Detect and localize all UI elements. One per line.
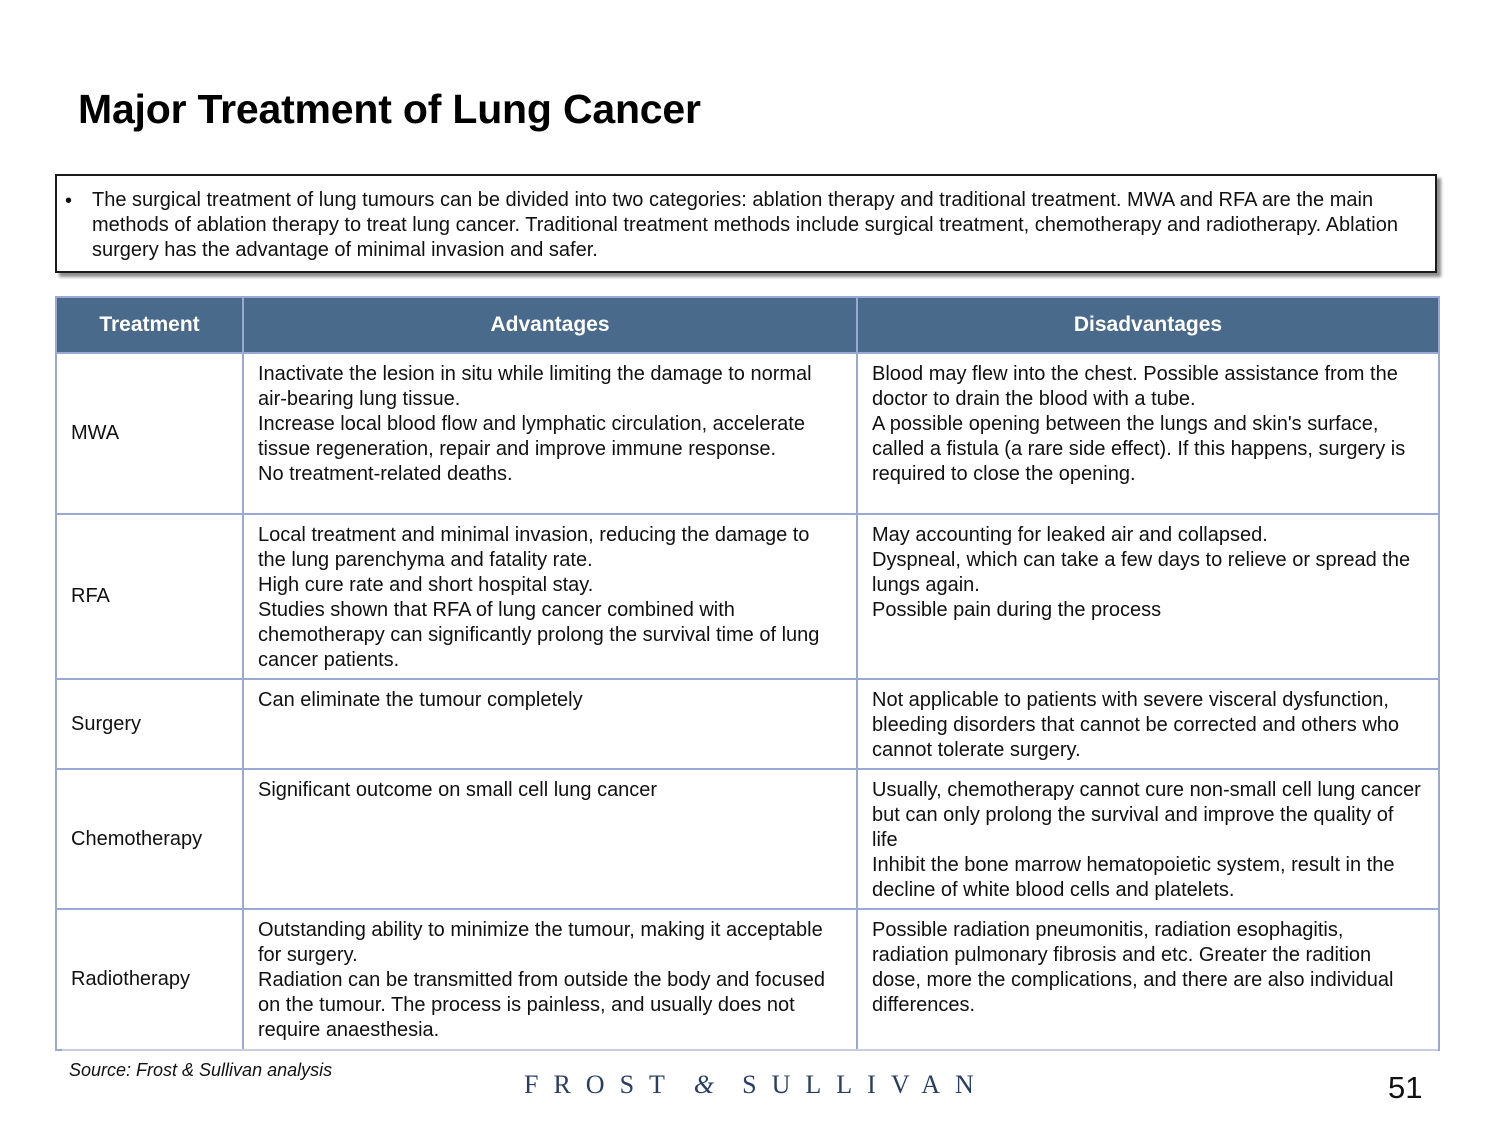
logo-ampersand: &	[693, 1070, 715, 1099]
disadvantage-line: Blood may flew into the chest. Possible assistance from the doctor to drain the blood with a tube.	[872, 363, 1398, 410]
logo-word-frost: FROST	[524, 1070, 680, 1099]
table-row	[56, 909, 1439, 1050]
disadvantage-line: Inhibit the bone marrow hematopoietic system, result in the decline of white blood cells and platelets.	[872, 854, 1395, 901]
table-header-row	[56, 297, 1439, 353]
footer-divider	[62, 1049, 1438, 1051]
advantage-line: No treatment-related deaths.	[258, 463, 513, 485]
bullet-icon: •	[65, 190, 73, 212]
table-row	[56, 353, 1439, 514]
advantage-line: Can eliminate the tumour completely	[258, 689, 583, 711]
logo-word-sullivan: SULLIVAN	[742, 1070, 989, 1099]
disadvantages-cell	[857, 769, 1439, 909]
disadvantage-line: May accounting for leaked air and collapsed.	[872, 524, 1268, 546]
treatment-table	[55, 296, 1440, 1051]
disadvantage-line: Possible pain during the process	[872, 599, 1162, 621]
page-number: 51	[1388, 1070, 1423, 1105]
advantage-line: Outstanding ability to minimize the tumour, making it acceptable for surgery.	[258, 919, 823, 966]
disadvantage-line: Dyspneal, which can take a few days to relieve or spread the lungs again.	[872, 549, 1411, 596]
disadvantage-line: A possible opening between the lungs and skin's surface, called a fistula (a rare side effect). If this happens, surgery is required to close the opening.	[872, 413, 1406, 485]
advantages-cell	[243, 769, 857, 909]
advantage-line: Studies shown that RFA of lung cancer combined with chemotherapy can significantly prolong the survival time of lung cancer patients.	[258, 599, 820, 671]
table-row	[56, 514, 1439, 679]
treatment-name: Radiotherapy	[56, 909, 243, 1050]
summary-box	[55, 174, 1437, 273]
advantages-cell	[243, 514, 857, 679]
disadvantages-cell	[857, 514, 1439, 679]
advantages-cell	[243, 353, 857, 514]
advantage-line: Increase local blood flow and lymphatic circulation, accelerate tissue regeneration, repair and improve immune response.	[258, 413, 805, 460]
header-treatment: Treatment	[56, 297, 243, 353]
treatment-name: Chemotherapy	[56, 769, 243, 909]
disadvantages-cell	[857, 909, 1439, 1050]
table-row	[56, 679, 1439, 769]
advantages-cell	[243, 909, 857, 1050]
summary-text: The surgical treatment of lung tumours can be divided into two categories: ablation therapy and traditional treatment. MWA and RFA are the main methods of ablation therapy to treat lung cancer. Traditional treatment methods include surgical treatment, chemotherapy and radiotherapy. Ablation surgery has the advantage of minimal invasion and safer.	[92, 189, 1398, 261]
disadvantages-cell	[857, 353, 1439, 514]
advantage-line: Significant outcome on small cell lung cancer	[258, 779, 658, 801]
advantages-cell	[243, 679, 857, 769]
header-disadvantages: Disadvantages	[857, 297, 1439, 353]
disadvantage-line: Possible radiation pneumonitis, radiation esophagitis, radiation pulmonary fibrosis and etc. Greater the radition dose, more the complications, and there are also individual differences.	[872, 919, 1394, 1016]
advantage-line: Local treatment and minimal invasion, reducing the damage to the lung parenchyma and fatality rate.	[258, 524, 810, 571]
disadvantage-line: Usually, chemotherapy cannot cure non-small cell lung cancer but can only prolong the survival and improve the quality of life	[872, 779, 1421, 851]
treatment-name: MWA	[56, 353, 243, 514]
treatment-name: Surgery	[56, 679, 243, 769]
header-advantages: Advantages	[243, 297, 857, 353]
disadvantage-line: Not applicable to patients with severe visceral dysfunction, bleeding disorders that cannot be corrected and others who cannot tolerate surgery.	[872, 689, 1400, 761]
frost-sullivan-logo	[524, 1070, 989, 1100]
source-note: Source: Frost & Sullivan analysis	[69, 1060, 333, 1080]
treatment-name: RFA	[56, 514, 243, 679]
advantage-line: Radiation can be transmitted from outside the body and focused on the tumour. The process is painless, and usually does not require anaesthesia.	[258, 969, 826, 1041]
advantage-line: High cure rate and short hospital stay.	[258, 574, 594, 596]
page-title: Major Treatment of Lung Cancer	[78, 86, 701, 132]
advantage-line: Inactivate the lesion in situ while limiting the damage to normal air-bearing lung tissue.	[258, 363, 812, 410]
table-row	[56, 769, 1439, 909]
disadvantages-cell	[857, 679, 1439, 769]
